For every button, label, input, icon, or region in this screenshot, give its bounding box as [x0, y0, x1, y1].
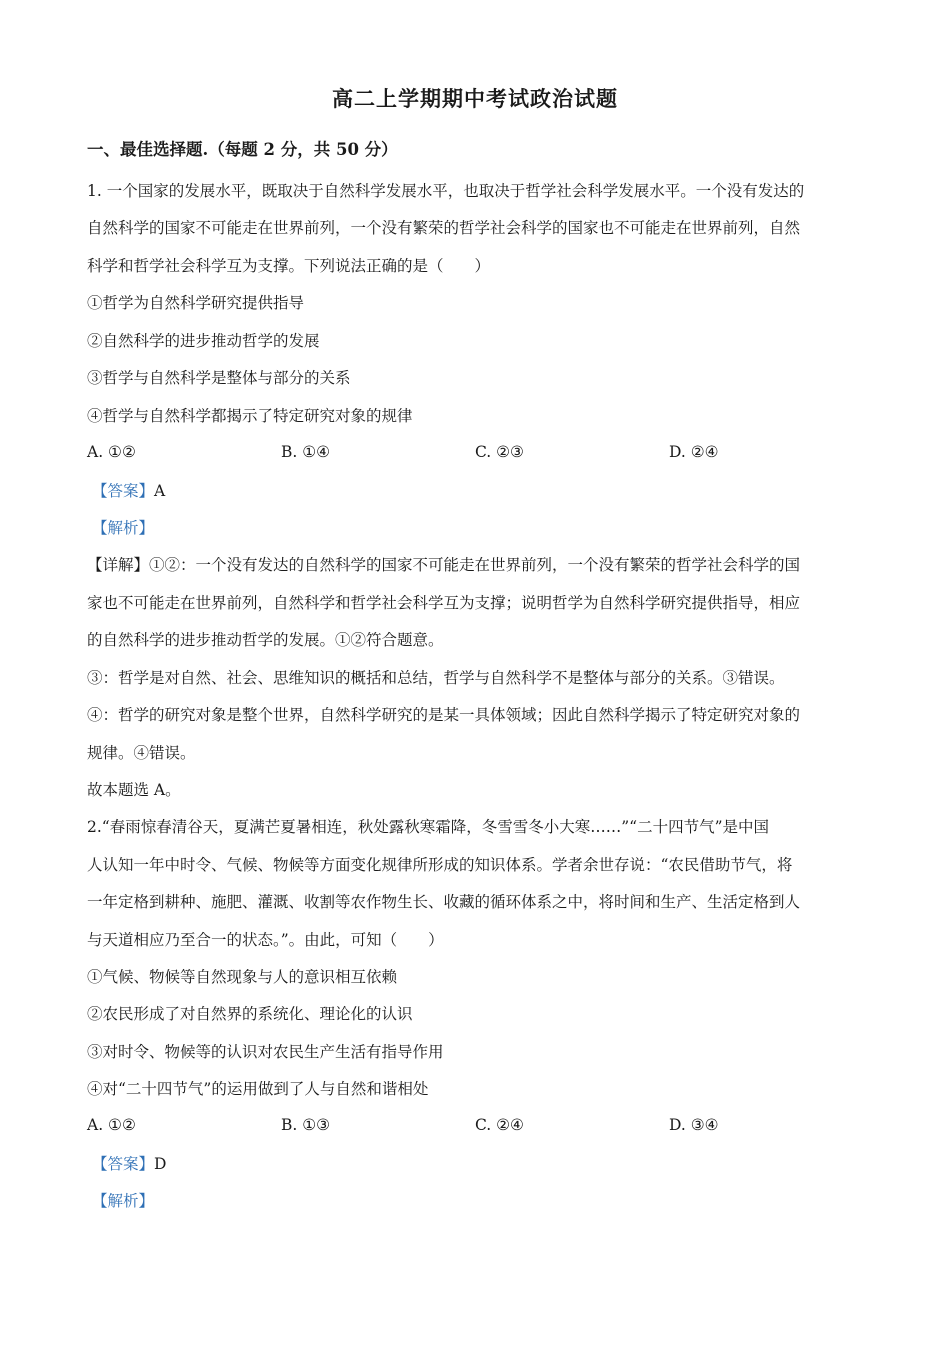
q1-detail-line: ③：哲学是对自然、社会、思维知识的概括和总结，哲学与自然科学不是整体与部分的关系。③错误。: [87, 669, 785, 687]
q1-analysis-label: 【解析】: [92, 519, 155, 537]
q1-stem-line: 自然科学的国家不可能走在世界前列，一个没有繁荣的哲学社会科学的国家也不可能走在世界前列，自然: [87, 219, 801, 237]
q2-answer: [92, 1154, 166, 1174]
q1-item: ③哲学与自然科学是整体与部分的关系: [87, 369, 351, 387]
q1-stem-line: 科学和哲学社会科学互为支撑。下列说法正确的是（ ）: [87, 257, 491, 275]
q1-detail-line: 家也不可能走在世界前列，自然科学和哲学社会科学互为支撑；说明哲学为自然科学研究提供指导，相应: [87, 594, 801, 612]
q1-detail-line: 规律。④错误。: [87, 744, 196, 762]
q2-item: ④对“二十四节气”的运用做到了人与自然和谐相处: [87, 1080, 429, 1098]
q1-stem-line: 1. 一个国家的发展水平，既取决于自然科学发展水平，也取决于哲学社会科学发展水平。一个没有发达的: [87, 182, 805, 200]
q2-option-c: C. ②④: [475, 1116, 524, 1134]
page-title: 高二上学期期中考试政治试题: [332, 86, 618, 111]
q1-detail-line: 的自然科学的进步推动哲学的发展。①②符合题意。: [87, 631, 444, 649]
q2-stem-line: 一年定格到耕种、施肥、灌溉、收割等农作物生长、收藏的循环体系之中，将时间和生产、生活定格到人: [87, 893, 801, 911]
q2-item: ①气候、物候等自然现象与人的意识相互依赖: [87, 968, 398, 986]
q2-stem-line: 与天道相应乃至合一的状态。”。由此，可知（ ）: [87, 931, 444, 949]
answer-value: D: [154, 1155, 167, 1173]
section-heading: 一、最佳选择题.（每题 2 分，共 50 分）: [87, 140, 398, 159]
q2-item: ②农民形成了对自然界的系统化、理论化的认识: [87, 1005, 413, 1023]
q2-analysis-label: 【解析】: [92, 1192, 155, 1210]
q2-options: [87, 1116, 887, 1136]
q1-option-c: C. ②③: [475, 443, 524, 461]
q2-stem-line: 2.“春雨惊春清谷天，夏满芒夏暑相连，秋处露秋寒霜降，冬雪雪冬小大寒……”“二十四节气”是中国: [87, 818, 769, 836]
q2-stem-line: 人认知一年中时令、气候、物候等方面变化规律所形成的知识体系。学者余世存说：“农民借助节气，将: [87, 856, 793, 874]
q1-answer: [92, 481, 165, 501]
q1-item: ②自然科学的进步推动哲学的发展: [87, 332, 320, 350]
q1-option-b: B. ①④: [281, 443, 331, 461]
q1-option-a: A. ①②: [87, 443, 136, 461]
q1-option-d: D. ②④: [669, 443, 719, 461]
q1-detail-line: ④：哲学的研究对象是整个世界，自然科学研究的是某一具体领域；因此自然科学揭示了特定研究对象的: [87, 706, 801, 724]
q1-options: [87, 443, 887, 463]
q1-item: ①哲学为自然科学研究提供指导: [87, 294, 305, 312]
q2-option-a: A. ①②: [87, 1116, 136, 1134]
q1-detail-line: 故本题选 A。: [87, 781, 181, 799]
answer-value: A: [154, 482, 166, 500]
q2-item: ③对时令、物候等的认识对农民生产生活有指导作用: [87, 1043, 444, 1061]
q1-item: ④哲学与自然科学都揭示了特定研究对象的规律: [87, 407, 413, 425]
answer-label: 【答案】: [92, 482, 155, 500]
q2-option-b: B. ①③: [281, 1116, 331, 1134]
answer-label: 【答案】: [92, 1155, 155, 1173]
q1-detail-line: 【详解】①②：一个没有发达的自然科学的国家不可能走在世界前列，一个没有繁荣的哲学社会科学的国: [87, 556, 801, 574]
q2-option-d: D. ③④: [669, 1116, 719, 1134]
